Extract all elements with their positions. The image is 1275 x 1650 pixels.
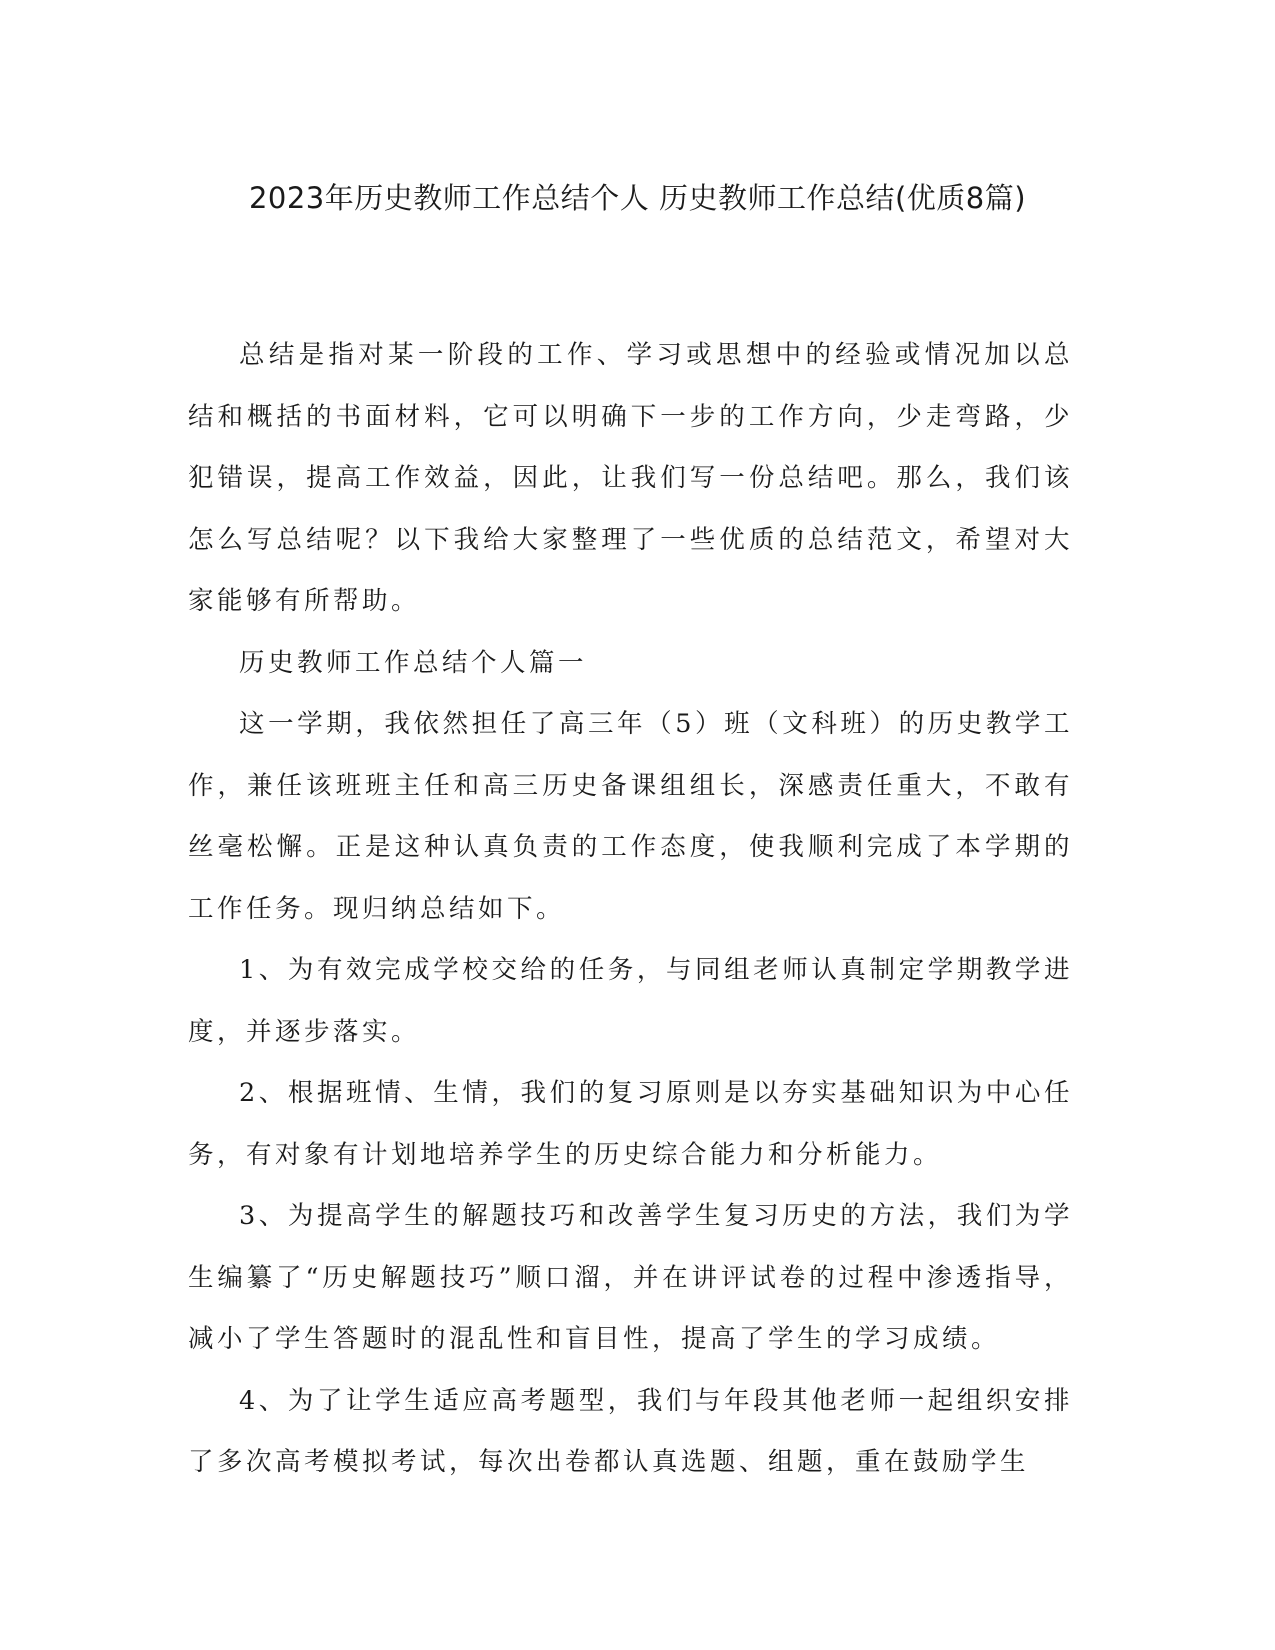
paragraph-intro: 总结是指对某一阶段的工作、学习或思想中的经验或情况加以总结和概括的书面材料，它可以明确下一步的工作方向，少走弯路，少犯错误，提高工作效益，因此，让我们写一份总结吧。那么，我们该怎么写总结呢？以下我给大家整理了一些优质的总结范文，希望对大家能够有所帮助。 xyxy=(188,340,1073,616)
list-item-2: 2、根据班情、生情，我们的复习原则是以夯实基础知识为中心任务，有对象有计划地培养学生的历史综合能力和分析能力。 xyxy=(188,1078,1073,1170)
document-body xyxy=(188,325,1073,1494)
list-item-1: 1、为有效完成学校交给的任务，与同组老师认真制定学期教学进度，并逐步落实。 xyxy=(188,955,1073,1047)
list-item-3: 3、为提高学生的解题技巧和改善学生复习历史的方法，我们为学生编纂了“历史解题技巧”顺口溜，并在讲评试卷的过程中渗透指导，减小了学生答题时的混乱性和盲目性，提高了学生的学习成绩。 xyxy=(188,1201,1073,1354)
document-title: 2023年历史教师工作总结个人 历史教师工作总结(优质8篇) xyxy=(248,181,1027,215)
paragraph: 这一学期，我依然担任了高三年（5）班（文科班）的历史教学工作，兼任该班班主任和高三历史备课组组长，深感责任重大，不敢有丝毫松懈。正是这种认真负责的工作态度，使我顺利完成了本学期的工作任务。现归纳总结如下。 xyxy=(188,709,1073,924)
section-heading: 历史教师工作总结个人篇一 xyxy=(239,647,588,678)
list-item-4: 4、为了让学生适应高考题型，我们与年段其他老师一起组织安排了多次高考模拟考试，每次出卷都认真选题、组题，重在鼓励学生 xyxy=(188,1385,1073,1477)
